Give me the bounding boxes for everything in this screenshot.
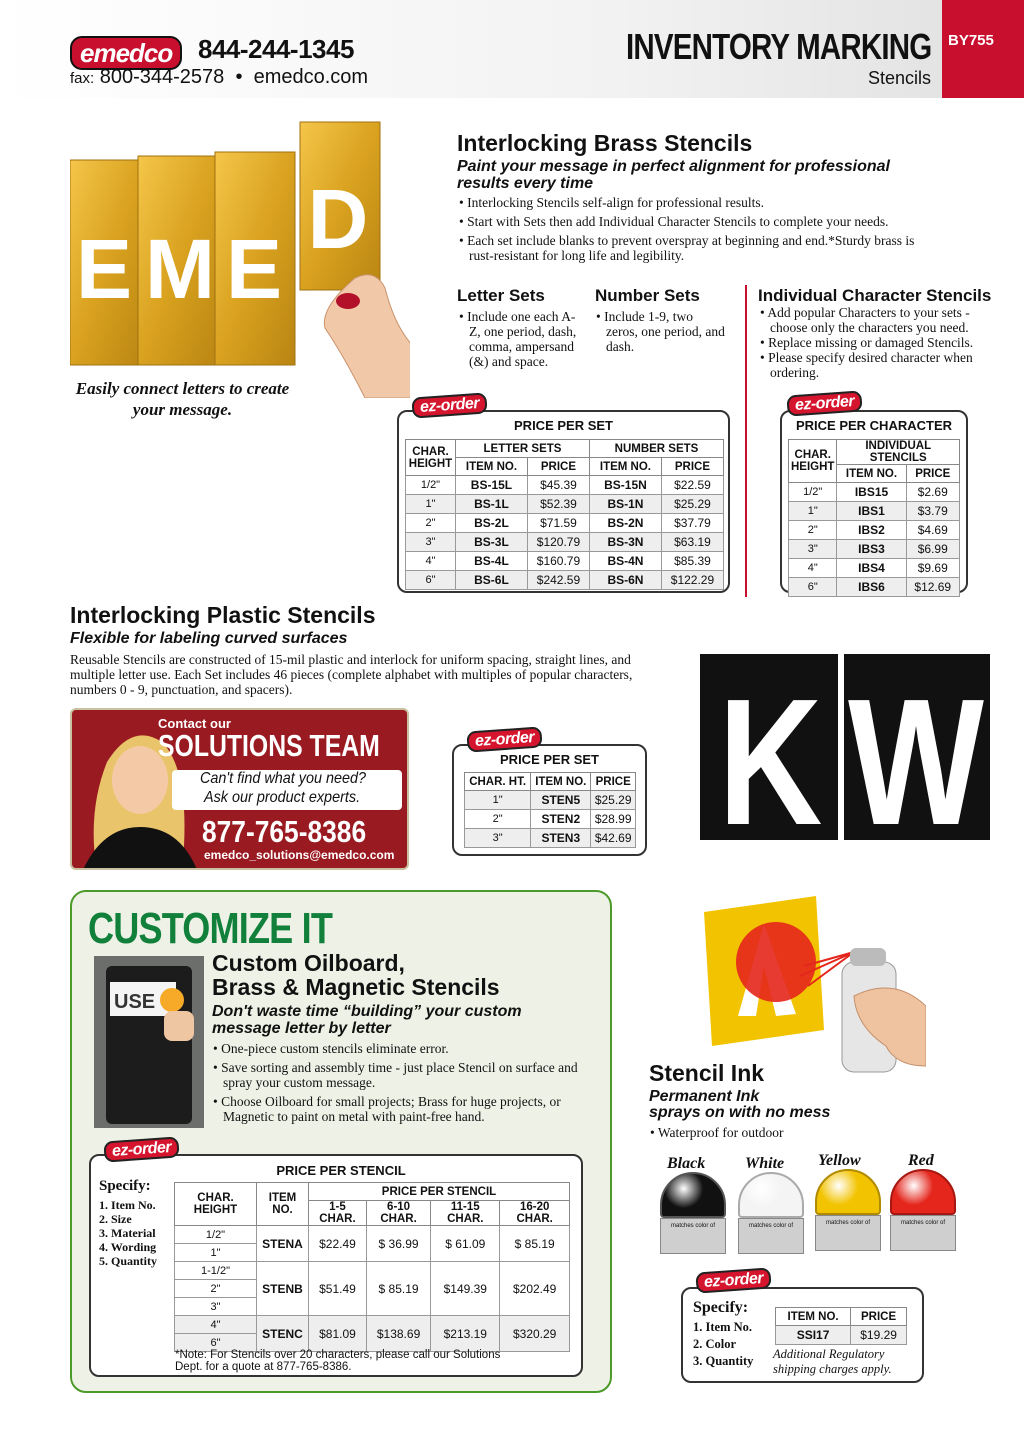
cell: 1/2" — [175, 1226, 257, 1244]
specify-item: 2. Size — [99, 1212, 132, 1226]
color-white-label: White — [745, 1155, 785, 1172]
price: $71.59 — [527, 514, 589, 533]
item-number[interactable]: BS-4N — [589, 552, 661, 571]
item-number[interactable]: BS-3N — [589, 533, 661, 552]
item-number[interactable]: IBS2 — [837, 521, 906, 540]
custom-note: *Note: For Stencils over 20 characters, please call our Solutions Dept. for a quote at 877-765-8386. — [175, 1349, 501, 1373]
cell: 1" — [789, 502, 837, 521]
price: $149.39 — [431, 1262, 500, 1316]
page-subtitle: Stencils — [867, 68, 931, 88]
col-header: 1-5 CHAR. — [309, 1201, 367, 1226]
page-title: INVENTORY MARKING — [625, 26, 931, 67]
ink-bullets — [650, 1125, 850, 1144]
col-header: ITEM NO. — [589, 458, 661, 476]
col-header: LETTER SETS — [456, 440, 590, 458]
item-number[interactable]: BS-15L — [456, 476, 528, 495]
solutions-phone[interactable]: 877-765-8386 — [202, 814, 367, 849]
cell: 1/2" — [789, 483, 837, 502]
letter-sets-text — [459, 309, 584, 373]
price: $22.59 — [661, 476, 723, 495]
price: $37.79 — [661, 514, 723, 533]
letter-sets-bullet: • Include one each A-Z, one period, dash, comma, ampersand (&) and space. — [459, 309, 584, 369]
item-number[interactable]: BS-2N — [589, 514, 661, 533]
solutions-team: SOLUTIONS TEAM — [158, 728, 380, 763]
specify-item: 4. Wording — [99, 1240, 157, 1254]
col-header — [789, 440, 837, 483]
price: $9.69 — [906, 559, 959, 578]
table-row — [406, 495, 724, 514]
item-number[interactable]: STEN3 — [531, 829, 591, 848]
price: $4.69 — [906, 521, 959, 540]
col-header: ITEM NO. — [837, 465, 906, 483]
col-header: ITEM NO. — [531, 773, 591, 791]
table-row — [465, 829, 636, 848]
price: $6.99 — [906, 540, 959, 559]
hand-icon — [164, 1011, 194, 1041]
fax-label: fax: — [70, 70, 95, 87]
item-number[interactable]: IBS3 — [837, 540, 906, 559]
ink-title: Stencil Ink — [649, 1060, 765, 1086]
col-header: PRICE — [661, 458, 723, 476]
custom-price-table — [174, 1182, 570, 1352]
can-label: matches color of — [738, 1218, 804, 1254]
price: $19.29 — [851, 1326, 907, 1345]
solutions-email[interactable]: emedco_solutions@emedco.com — [204, 848, 395, 862]
ink-specify-title: Specify: — [693, 1299, 749, 1316]
individual-bullet: • Replace missing or damaged Stencils. — [760, 335, 1005, 350]
price: $42.69 — [591, 829, 636, 848]
table-row — [175, 1316, 570, 1334]
solutions-banner[interactable] — [70, 708, 409, 870]
can-label: matches color of — [815, 1215, 881, 1251]
contact-our: Contact our — [158, 716, 231, 731]
price: $202.49 — [500, 1262, 570, 1316]
table-row — [789, 502, 960, 521]
black-can[interactable] — [660, 1172, 726, 1254]
price: $138.69 — [366, 1316, 430, 1352]
catalog-tab — [942, 0, 1024, 98]
table-row — [465, 810, 636, 829]
ez-order-badge[interactable]: ez-order — [786, 390, 862, 416]
set-price-table — [405, 439, 724, 590]
custom-title-line1: Custom Oilboard, — [212, 950, 405, 976]
cell: 2" — [175, 1280, 257, 1298]
website-link[interactable]: emedco.com — [253, 66, 369, 88]
plastic-stencil-image — [692, 654, 990, 840]
col-header: CHAR. HT. — [465, 773, 531, 791]
stencil-letter-2: M — [145, 222, 215, 316]
brass-image-caption: Easily connect letters to create your message. — [75, 379, 290, 419]
ink-tagline-2: sprays on with no mess — [649, 1104, 831, 1121]
price: $242.59 — [527, 571, 589, 590]
table-row — [175, 1226, 570, 1244]
col-header: PRICE — [591, 773, 636, 791]
item-number[interactable]: STENA — [257, 1226, 309, 1262]
table-row — [406, 476, 724, 495]
cell: 2" — [406, 514, 456, 533]
price: $25.29 — [661, 495, 723, 514]
ink-price-table — [775, 1307, 907, 1345]
price: $22.49 — [309, 1226, 367, 1262]
paint-splash-icon — [160, 988, 184, 1012]
brass-bullets — [459, 195, 959, 267]
cell: 3" — [406, 533, 456, 552]
table-row — [465, 791, 636, 810]
col-header-height: HEIGHT — [408, 457, 453, 470]
stencil-letter-w: W — [848, 660, 984, 840]
hand-icon — [324, 275, 410, 398]
individual-bullet: • Add popular Characters to your sets - choose only the characters you need. — [760, 305, 1005, 335]
item-number[interactable]: BS-1L — [456, 495, 528, 514]
col-header-height: HEIGHT — [791, 461, 835, 473]
col-header: INDIVIDUAL STENCILS — [837, 440, 960, 465]
individual-title: Individual Character Stencils — [758, 286, 992, 305]
paint-spray-icon — [736, 922, 816, 1002]
cell: 6" — [789, 578, 837, 597]
custom-bullet: • Save sorting and assembly time - just place Stencil on surface and spray your custom message. — [213, 1060, 603, 1090]
catalog-code: BY755 — [948, 32, 994, 49]
number-sets-bullet: • Include 1-9, two zeros, one period, and dash. — [596, 309, 726, 354]
individual-bullet: • Please specify desired character when ordering. — [760, 350, 1005, 380]
letter-sets-title: Letter Sets — [457, 286, 545, 305]
item-number[interactable]: BS-4L — [456, 552, 528, 571]
ink-price-box — [681, 1287, 924, 1383]
price: $122.29 — [661, 571, 723, 590]
ink-bullet: • Waterproof for outdoor — [650, 1125, 850, 1140]
col-header: ITEM NO. — [257, 1183, 309, 1226]
custom-bullets — [213, 1041, 603, 1128]
item-number[interactable]: STEN5 — [531, 791, 591, 810]
col-header: 6-10 CHAR. — [366, 1201, 430, 1226]
drum-text: USE — [114, 991, 156, 1013]
can-label: matches color of — [660, 1218, 726, 1254]
specify-item: 2. Color — [693, 1337, 737, 1351]
col-header: PRICE — [527, 458, 589, 476]
table-row — [406, 571, 724, 590]
item-number[interactable]: IBS4 — [837, 559, 906, 578]
specify-item: 1. Item No. — [99, 1198, 156, 1212]
char-price-table — [788, 439, 960, 597]
shipping-note: Additional Regulatory shipping charges apply. — [773, 1347, 892, 1376]
stencil-letter-k: K — [718, 660, 823, 840]
header-contact-line — [70, 66, 368, 89]
number-sets-text — [596, 309, 726, 358]
cell: 3" — [789, 540, 837, 559]
header-phone: 844-244-1345 — [198, 34, 354, 64]
stencil-letter-1: E — [75, 222, 133, 316]
cell: 2" — [465, 810, 531, 829]
cell: 6" — [175, 1334, 257, 1352]
table-row — [406, 552, 724, 571]
char-price-box — [780, 410, 968, 593]
color-black-label: Black — [667, 1155, 706, 1172]
table-row — [406, 514, 724, 533]
price: $25.29 — [591, 791, 636, 810]
table-row — [789, 521, 960, 540]
price: $81.09 — [309, 1316, 367, 1352]
specify-item: 3. Material — [99, 1226, 156, 1240]
individual-bullets — [760, 305, 1005, 380]
price: $2.69 — [906, 483, 959, 502]
plastic-title: Interlocking Plastic Stencils — [70, 602, 376, 628]
specify-list — [99, 1198, 157, 1268]
col-header — [406, 440, 456, 476]
stencil-letter-4: D — [307, 172, 369, 266]
item-number[interactable]: STENC — [257, 1316, 309, 1352]
brass-tagline: Paint your message in perfect alignment for professional results every time — [457, 158, 890, 192]
col-header: PRICE PER STENCIL — [309, 1183, 570, 1201]
cell: 4" — [789, 559, 837, 578]
cell: 3" — [175, 1298, 257, 1316]
set-price-box — [397, 410, 730, 593]
item-number[interactable]: SSI17 — [776, 1326, 851, 1345]
col-header: 16-20 CHAR. — [500, 1201, 570, 1226]
color-red-label: Red — [908, 1152, 934, 1169]
ez-order-badge[interactable]: ez-order — [103, 1136, 179, 1162]
item-number[interactable]: BS-1N — [589, 495, 661, 514]
help-line-1: Can't find what you need? — [200, 770, 367, 787]
cell: 1/2" — [406, 476, 456, 495]
custom-bullet: • One-piece custom stencils eliminate error. — [213, 1041, 603, 1056]
plastic-description: Reusable Stencils are constructed of 15-mil plastic and interlock for uniform spacing, straight lines, and multiple letter use. Each Set includes 46 pieces (complete alphabet with multiples of popular characters, numbers 0 - 9, punctuation, and spacers). — [70, 652, 633, 697]
custom-price-box — [89, 1154, 583, 1377]
table-row — [175, 1262, 570, 1280]
ez-order-badge[interactable]: ez-order — [466, 726, 542, 752]
price: $28.99 — [591, 810, 636, 829]
custom-bullet: • Choose Oilboard for small projects; Brass for huge projects, or Magnetic to paint on metal with paint-free hand. — [213, 1094, 603, 1124]
col-header-char: CHAR. — [412, 445, 449, 458]
custom-tagline: Don't waste time “building” your custom message letter by letter — [212, 1003, 522, 1037]
price: $3.79 — [906, 502, 959, 521]
col-header: CHAR. HEIGHT — [175, 1183, 257, 1226]
item-number[interactable]: BS-15N — [589, 476, 661, 495]
item-number[interactable]: BS-3L — [456, 533, 528, 552]
item-number[interactable]: IBS6 — [837, 578, 906, 597]
col-header: ITEM NO. — [776, 1308, 851, 1326]
table-row — [789, 483, 960, 502]
col-header-char: CHAR. — [794, 449, 831, 461]
cell: 4" — [406, 552, 456, 571]
price: $213.19 — [431, 1316, 500, 1352]
col-header: ITEM NO. — [456, 458, 528, 476]
help-line-2: Ask our product experts. — [204, 789, 361, 806]
fingernail-icon — [336, 293, 360, 309]
item-number[interactable]: IBS1 — [837, 502, 906, 521]
plastic-tagline: Flexible for labeling curved surfaces — [70, 630, 348, 647]
col-header: PRICE — [906, 465, 959, 483]
set-table-title: PRICE PER SET — [514, 418, 613, 433]
custom-title-line2: Brass & Magnetic Stencils — [212, 974, 500, 1000]
specify-title: Specify: — [99, 1178, 151, 1194]
stencil-letter-3: E — [225, 222, 283, 316]
ink-tagline-1: Permanent Ink — [649, 1088, 760, 1105]
price: $ 85.19 — [366, 1262, 430, 1316]
white-can[interactable] — [738, 1172, 804, 1254]
price: $51.49 — [309, 1262, 367, 1316]
drum-image — [94, 956, 204, 1128]
col-header: 11-15 CHAR. — [431, 1201, 500, 1226]
number-sets-title: Number Sets — [595, 286, 700, 305]
brass-bullet: • Interlocking Stencils self-align for professional results. — [459, 195, 959, 210]
can-cap — [660, 1172, 726, 1218]
brass-bullet: • Start with Sets then add Individual Character Stencils to complete your needs. — [459, 214, 959, 229]
specify-item: 5. Quantity — [99, 1254, 158, 1268]
price: $120.79 — [527, 533, 589, 552]
ez-order-badge[interactable]: ez-order — [695, 1267, 771, 1293]
fax-number: 800-344-2578 — [99, 66, 225, 88]
cell: 1-1/2" — [175, 1262, 257, 1280]
plastic-price-box — [452, 744, 647, 856]
can-cap — [890, 1169, 956, 1215]
cell: 1" — [465, 791, 531, 810]
cell: 3" — [465, 829, 531, 848]
price: $63.19 — [661, 533, 723, 552]
price: $ 61.09 — [431, 1226, 500, 1262]
plastic-table-title: PRICE PER SET — [500, 752, 599, 767]
cell: 6" — [406, 571, 456, 590]
yellow-can[interactable] — [815, 1169, 881, 1251]
color-yellow-label: Yellow — [818, 1152, 861, 1169]
brass-title: Interlocking Brass Stencils — [457, 130, 753, 156]
red-can[interactable] — [890, 1169, 956, 1251]
item-number[interactable]: STENB — [257, 1262, 309, 1316]
price: $85.39 — [661, 552, 723, 571]
price: $12.69 — [906, 578, 959, 597]
brass-stencil-image — [70, 118, 410, 398]
item-number[interactable]: BS-2L — [456, 514, 528, 533]
item-number[interactable]: BS-6N — [589, 571, 661, 590]
custom-title — [212, 951, 500, 999]
plastic-price-table — [464, 772, 636, 848]
price: $45.39 — [527, 476, 589, 495]
table-row — [406, 533, 724, 552]
ez-order-badge[interactable]: ez-order — [411, 392, 487, 418]
can-label: matches color of — [890, 1215, 956, 1251]
table-row — [789, 559, 960, 578]
spray-nozzle-icon — [850, 948, 886, 966]
item-number[interactable]: STEN2 — [531, 810, 591, 829]
col-header: NUMBER SETS — [589, 440, 723, 458]
customize-banner: CUSTOMIZE IT — [88, 904, 333, 953]
cell: 4" — [175, 1316, 257, 1334]
cell: 1" — [406, 495, 456, 514]
custom-table-title: PRICE PER STENCIL — [276, 1163, 406, 1178]
cell: 2" — [789, 521, 837, 540]
can-cap — [738, 1172, 804, 1218]
char-table-title: PRICE PER CHARACTER — [795, 418, 952, 433]
table-row — [789, 578, 960, 597]
item-number[interactable]: BS-6L — [456, 571, 528, 590]
table-row — [776, 1326, 907, 1345]
separator: • — [235, 66, 243, 88]
price: $52.39 — [527, 495, 589, 514]
section-divider — [745, 285, 747, 597]
brass-bullet: • Each set include blanks to prevent overspray at beginning and end.*Sturdy brass is rust-resistant for long life and legibility. — [459, 233, 939, 263]
price: $ 36.99 — [366, 1226, 430, 1262]
price: $320.29 — [500, 1316, 570, 1352]
item-number[interactable]: IBS15 — [837, 483, 906, 502]
price: $ 85.19 — [500, 1226, 570, 1262]
specify-item: 1. Item No. — [693, 1320, 753, 1334]
ink-specify-list — [693, 1319, 753, 1370]
price: $160.79 — [527, 552, 589, 571]
table-row — [789, 540, 960, 559]
can-cap — [815, 1169, 881, 1215]
specify-item: 3. Quantity — [693, 1354, 754, 1368]
col-header: PRICE — [851, 1308, 907, 1326]
cell: 1" — [175, 1244, 257, 1262]
emedco-logo[interactable]: emedco — [70, 36, 182, 70]
